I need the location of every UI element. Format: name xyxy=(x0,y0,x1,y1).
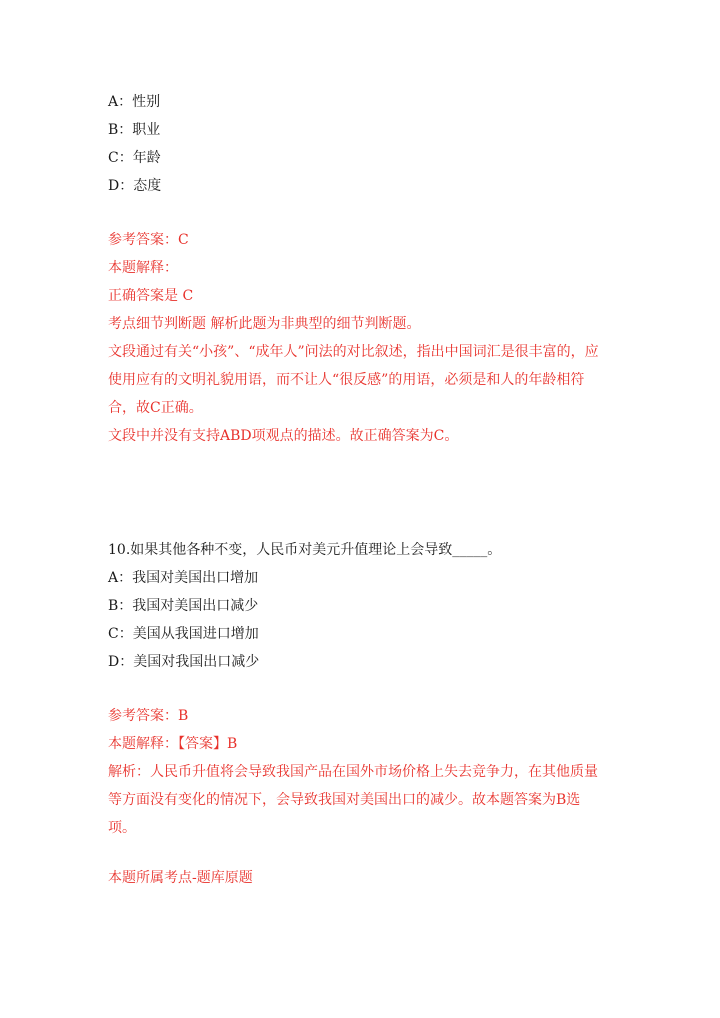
option-a: A：我国对美国出口增加 xyxy=(108,570,259,586)
q9-answer-block xyxy=(108,226,608,450)
reference-answer: 参考答案：B xyxy=(108,708,189,724)
analysis-paragraph: 解析：人民币升值将会导致我国产品在国外市场价格上失去竞争力，在其他质量等方面没有变化的情况下，会导致我国对美国出口的减少。故本题答案为B选项。 xyxy=(108,764,598,836)
option-c: C：美国从我国进口增加 xyxy=(108,626,259,642)
option-d: D：态度 xyxy=(108,178,162,194)
explanation-label: 本题解释： xyxy=(108,260,178,276)
topic-footer: 本题所属考点-题库原题 xyxy=(108,870,253,886)
q10-answer-block xyxy=(108,702,608,842)
option-b: B：我国对美国出口减少 xyxy=(108,598,259,614)
option-d: D：美国对我国出口减少 xyxy=(108,654,260,670)
q9-options xyxy=(108,88,608,200)
reference-answer: 参考答案：C xyxy=(108,232,189,248)
document-page xyxy=(108,88,608,892)
option-c: C：年龄 xyxy=(108,150,161,166)
q10-block xyxy=(108,536,608,676)
analysis-line-3: 文段中并没有支持ABD项观点的描述。故正确答案为C。 xyxy=(108,428,459,444)
option-a: A：性别 xyxy=(108,94,161,110)
analysis-line-1: 考点细节判断题 解析此题为非典型的细节判断题。 xyxy=(108,316,421,332)
correct-answer: 正确答案是 C xyxy=(108,288,194,304)
analysis-paragraph-2: 文段通过有关“小孩”、“成年人”问法的对比叙述，指出中国词汇是很丰富的，应使用应有的文明礼貌用语，而不让人“很反感”的用语，必须是和人的年龄相符合，故C正确。 xyxy=(108,344,599,416)
question-text: 10.如果其他各种不变，人民币对美元升值理论上会导致_____。 xyxy=(108,542,502,558)
option-b: B：职业 xyxy=(108,122,161,138)
explanation-label: 本题解释：【答案】B xyxy=(108,736,238,752)
